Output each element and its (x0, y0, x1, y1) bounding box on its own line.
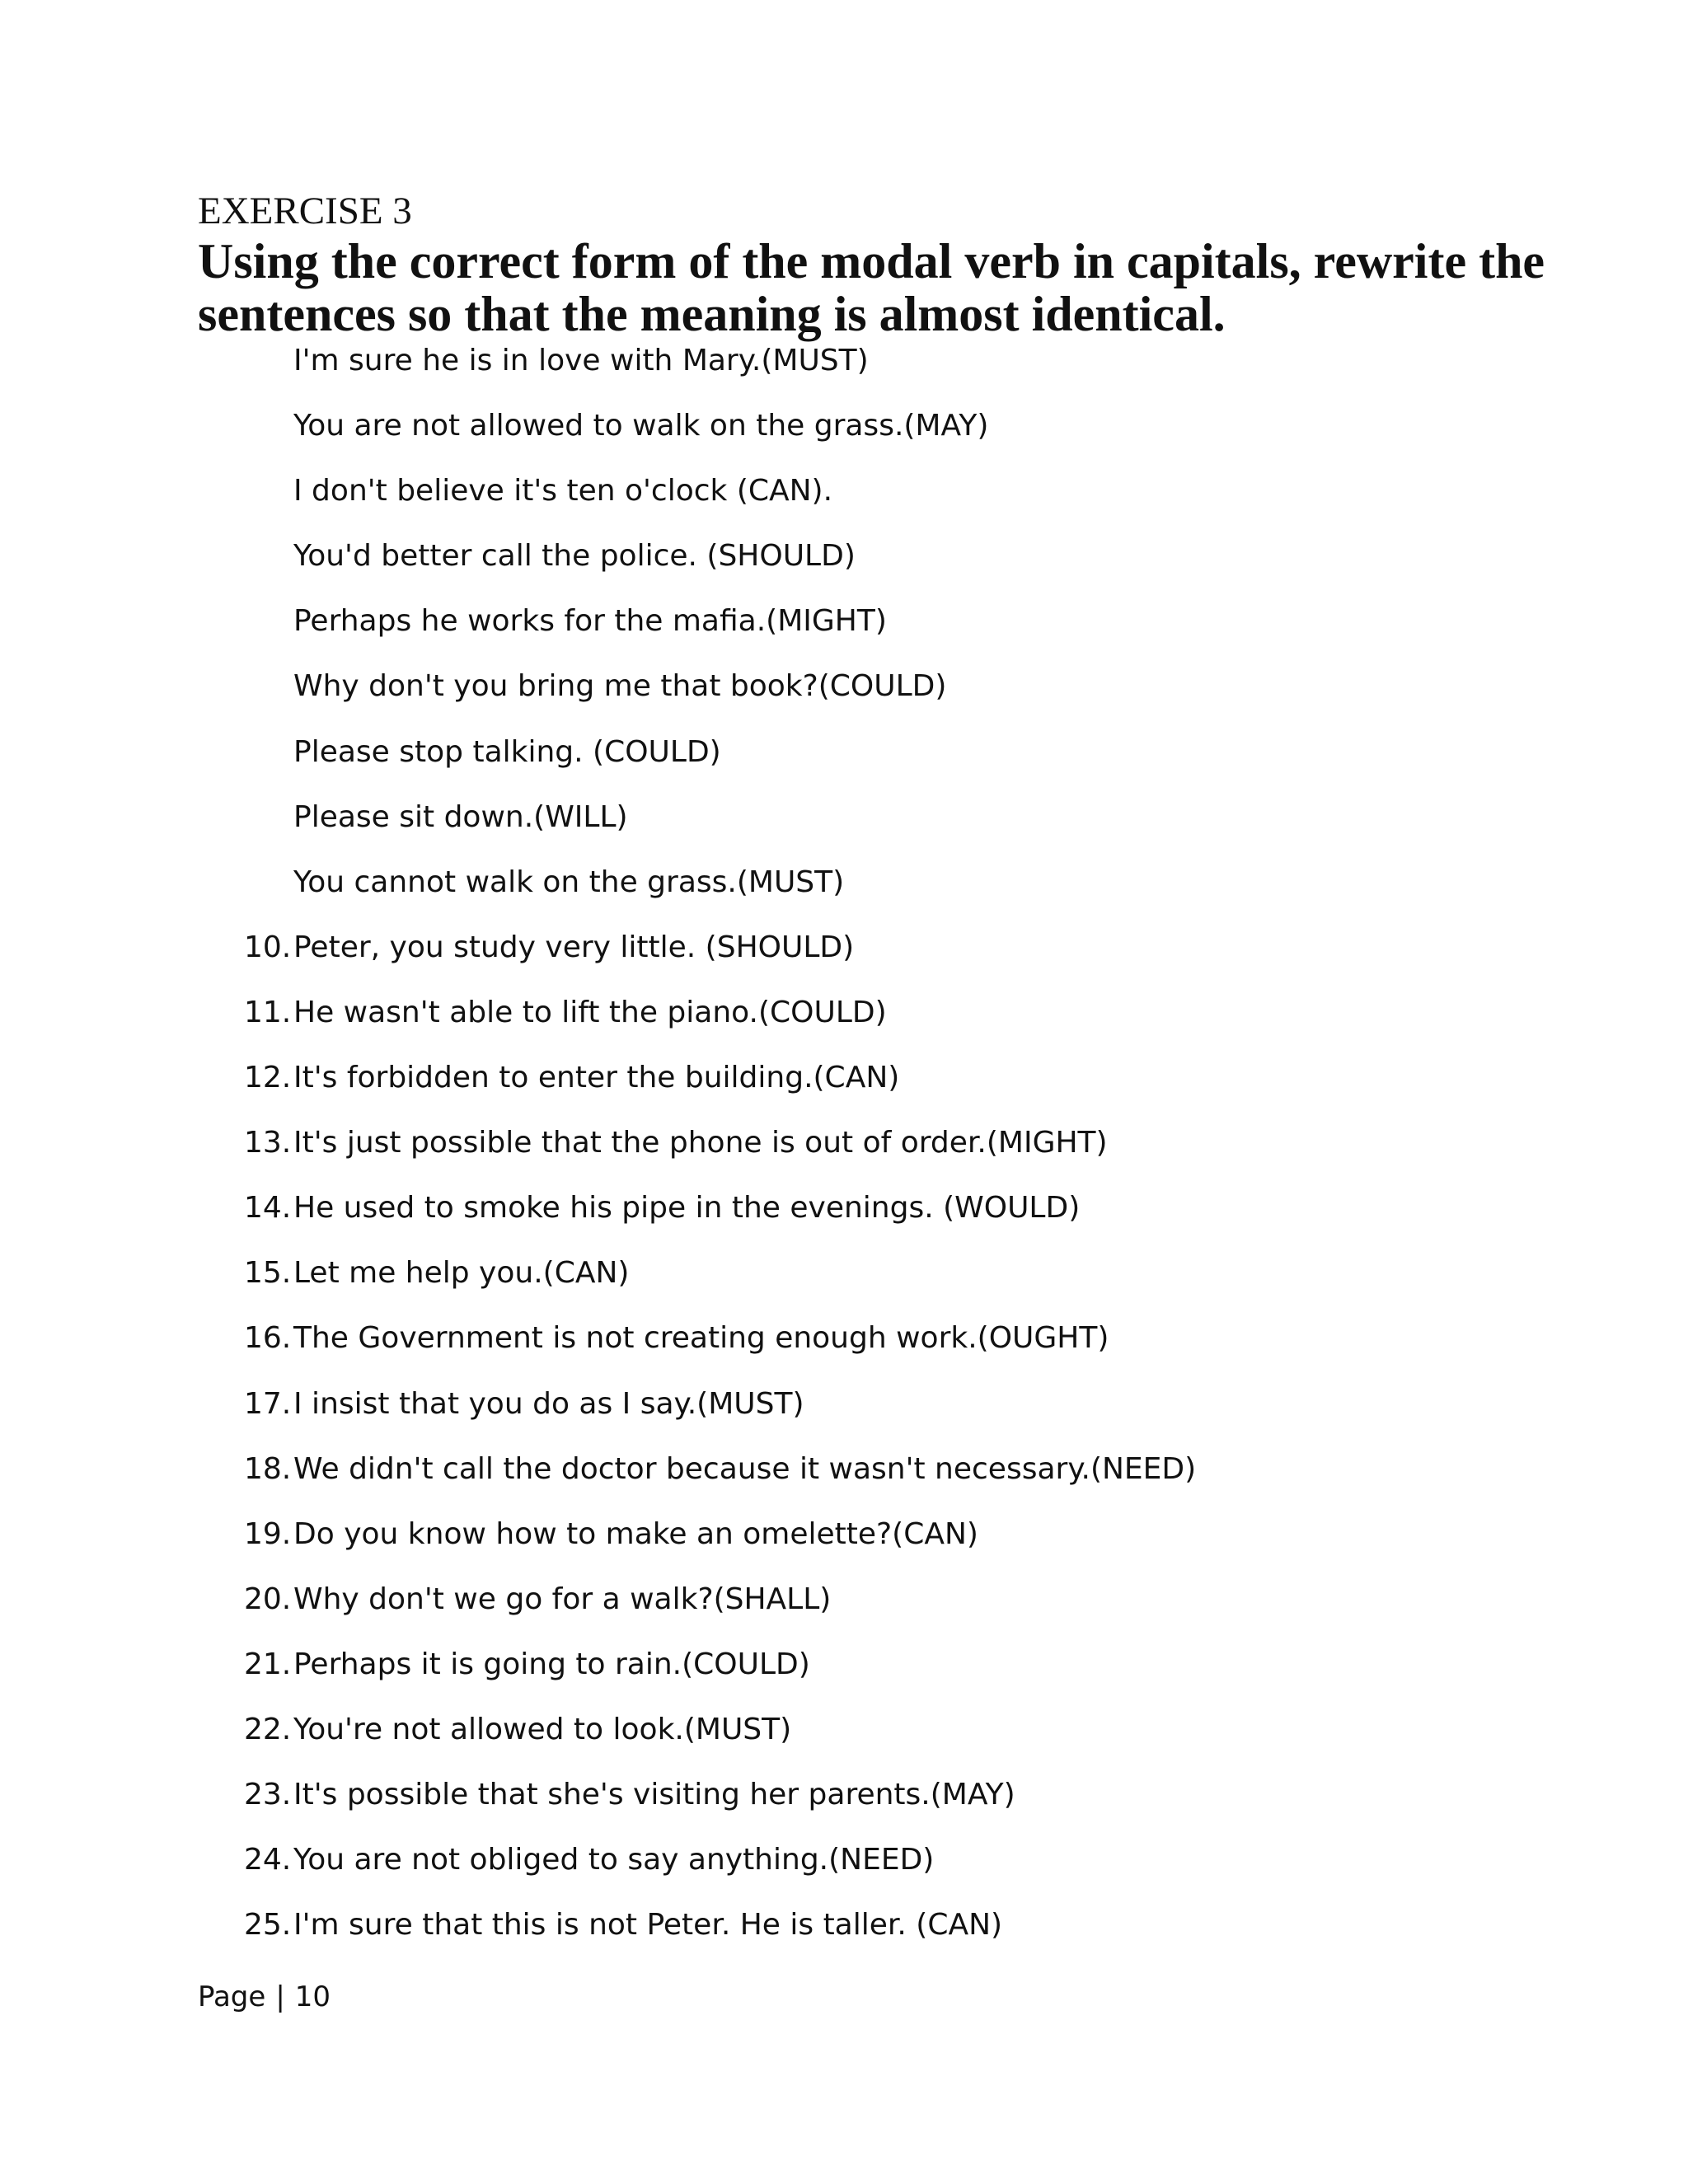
item-number: 20. (244, 1582, 292, 1616)
item-number: 10. (244, 930, 292, 964)
exercise-label: EXERCISE 3 (198, 190, 412, 232)
item-number: 21. (244, 1647, 292, 1681)
item-number: 24. (244, 1843, 292, 1877)
item-text: Perhaps he works for the mafia.(MIGHT) (293, 604, 887, 639)
item-text: I'm sure he is in love with Mary.(MUST) (293, 344, 869, 377)
item-text: He wasn't able to lift the piano.(COULD) (293, 995, 887, 1029)
item-number: 19. (244, 1516, 292, 1551)
item-text: Peter, you study very little. (SHOULD) (293, 930, 855, 964)
page-separator: | (275, 1980, 285, 2013)
item-text: Perhaps it is going to rain.(COULD) (293, 1647, 810, 1681)
item-text: Do you know how to make an omelette?(CAN) (293, 1516, 978, 1551)
item-text: I don't believe it's ten o'clock (CAN). (293, 474, 833, 509)
item-text: The Government is not creating enough work.(OUGHT) (293, 1321, 1109, 1356)
item-text: You'd better call the police. (SHOULD) (293, 539, 856, 574)
item-text: We didn't call the doctor because it wasn't necessary.(NEED) (293, 1451, 1197, 1486)
item-number: 11. (244, 995, 292, 1029)
item-text: You are not obliged to say anything.(NEED) (293, 1843, 935, 1877)
item-text: It's possible that she's visiting her parents.(MAY) (293, 1778, 1015, 1812)
item-number: 14. (244, 1191, 292, 1226)
item-text: You're not allowed to look.(MUST) (293, 1712, 792, 1746)
item-text: Please sit down.(WILL) (293, 799, 628, 834)
page-label: Page (198, 1980, 266, 2013)
item-text: I insist that you do as I say.(MUST) (293, 1386, 804, 1421)
item-text: I'm sure that this is not Peter. He is taller. (CAN) (293, 1908, 1003, 1943)
item-number: 17. (244, 1386, 292, 1421)
item-number: 12. (244, 1061, 292, 1095)
item-number: 18. (244, 1451, 292, 1486)
item-text: It's forbidden to enter the building.(CAN) (293, 1061, 900, 1095)
item-number: 25. (244, 1908, 292, 1943)
item-text: Please stop talking. (COULD) (293, 734, 721, 769)
page-number: 10 (294, 1980, 331, 2013)
item-text: Why don't we go for a walk?(SHALL) (293, 1582, 832, 1616)
item-text: You cannot walk on the grass.(MUST) (293, 865, 845, 899)
item-text: He used to smoke his pipe in the evenings. (WOULD) (293, 1191, 1081, 1226)
item-number: 16. (244, 1321, 292, 1356)
item-text: It's just possible that the phone is out of order.(MIGHT) (293, 1126, 1108, 1160)
item-number: 13. (244, 1126, 292, 1160)
item-text: Let me help you.(CAN) (293, 1256, 630, 1291)
item-number: 22. (244, 1712, 292, 1746)
exercise-instructions: Using the correct form of the modal verb in capitals, rewrite the sentences so that the meaning is almost identical. (198, 234, 1545, 341)
item-number: 15. (244, 1256, 292, 1291)
item-text: Why don't you bring me that book?(COULD) (293, 669, 947, 704)
item-text: You are not allowed to walk on the grass.(MAY) (293, 409, 989, 443)
page-footer (198, 1978, 331, 2016)
item-number: 23. (244, 1778, 292, 1812)
